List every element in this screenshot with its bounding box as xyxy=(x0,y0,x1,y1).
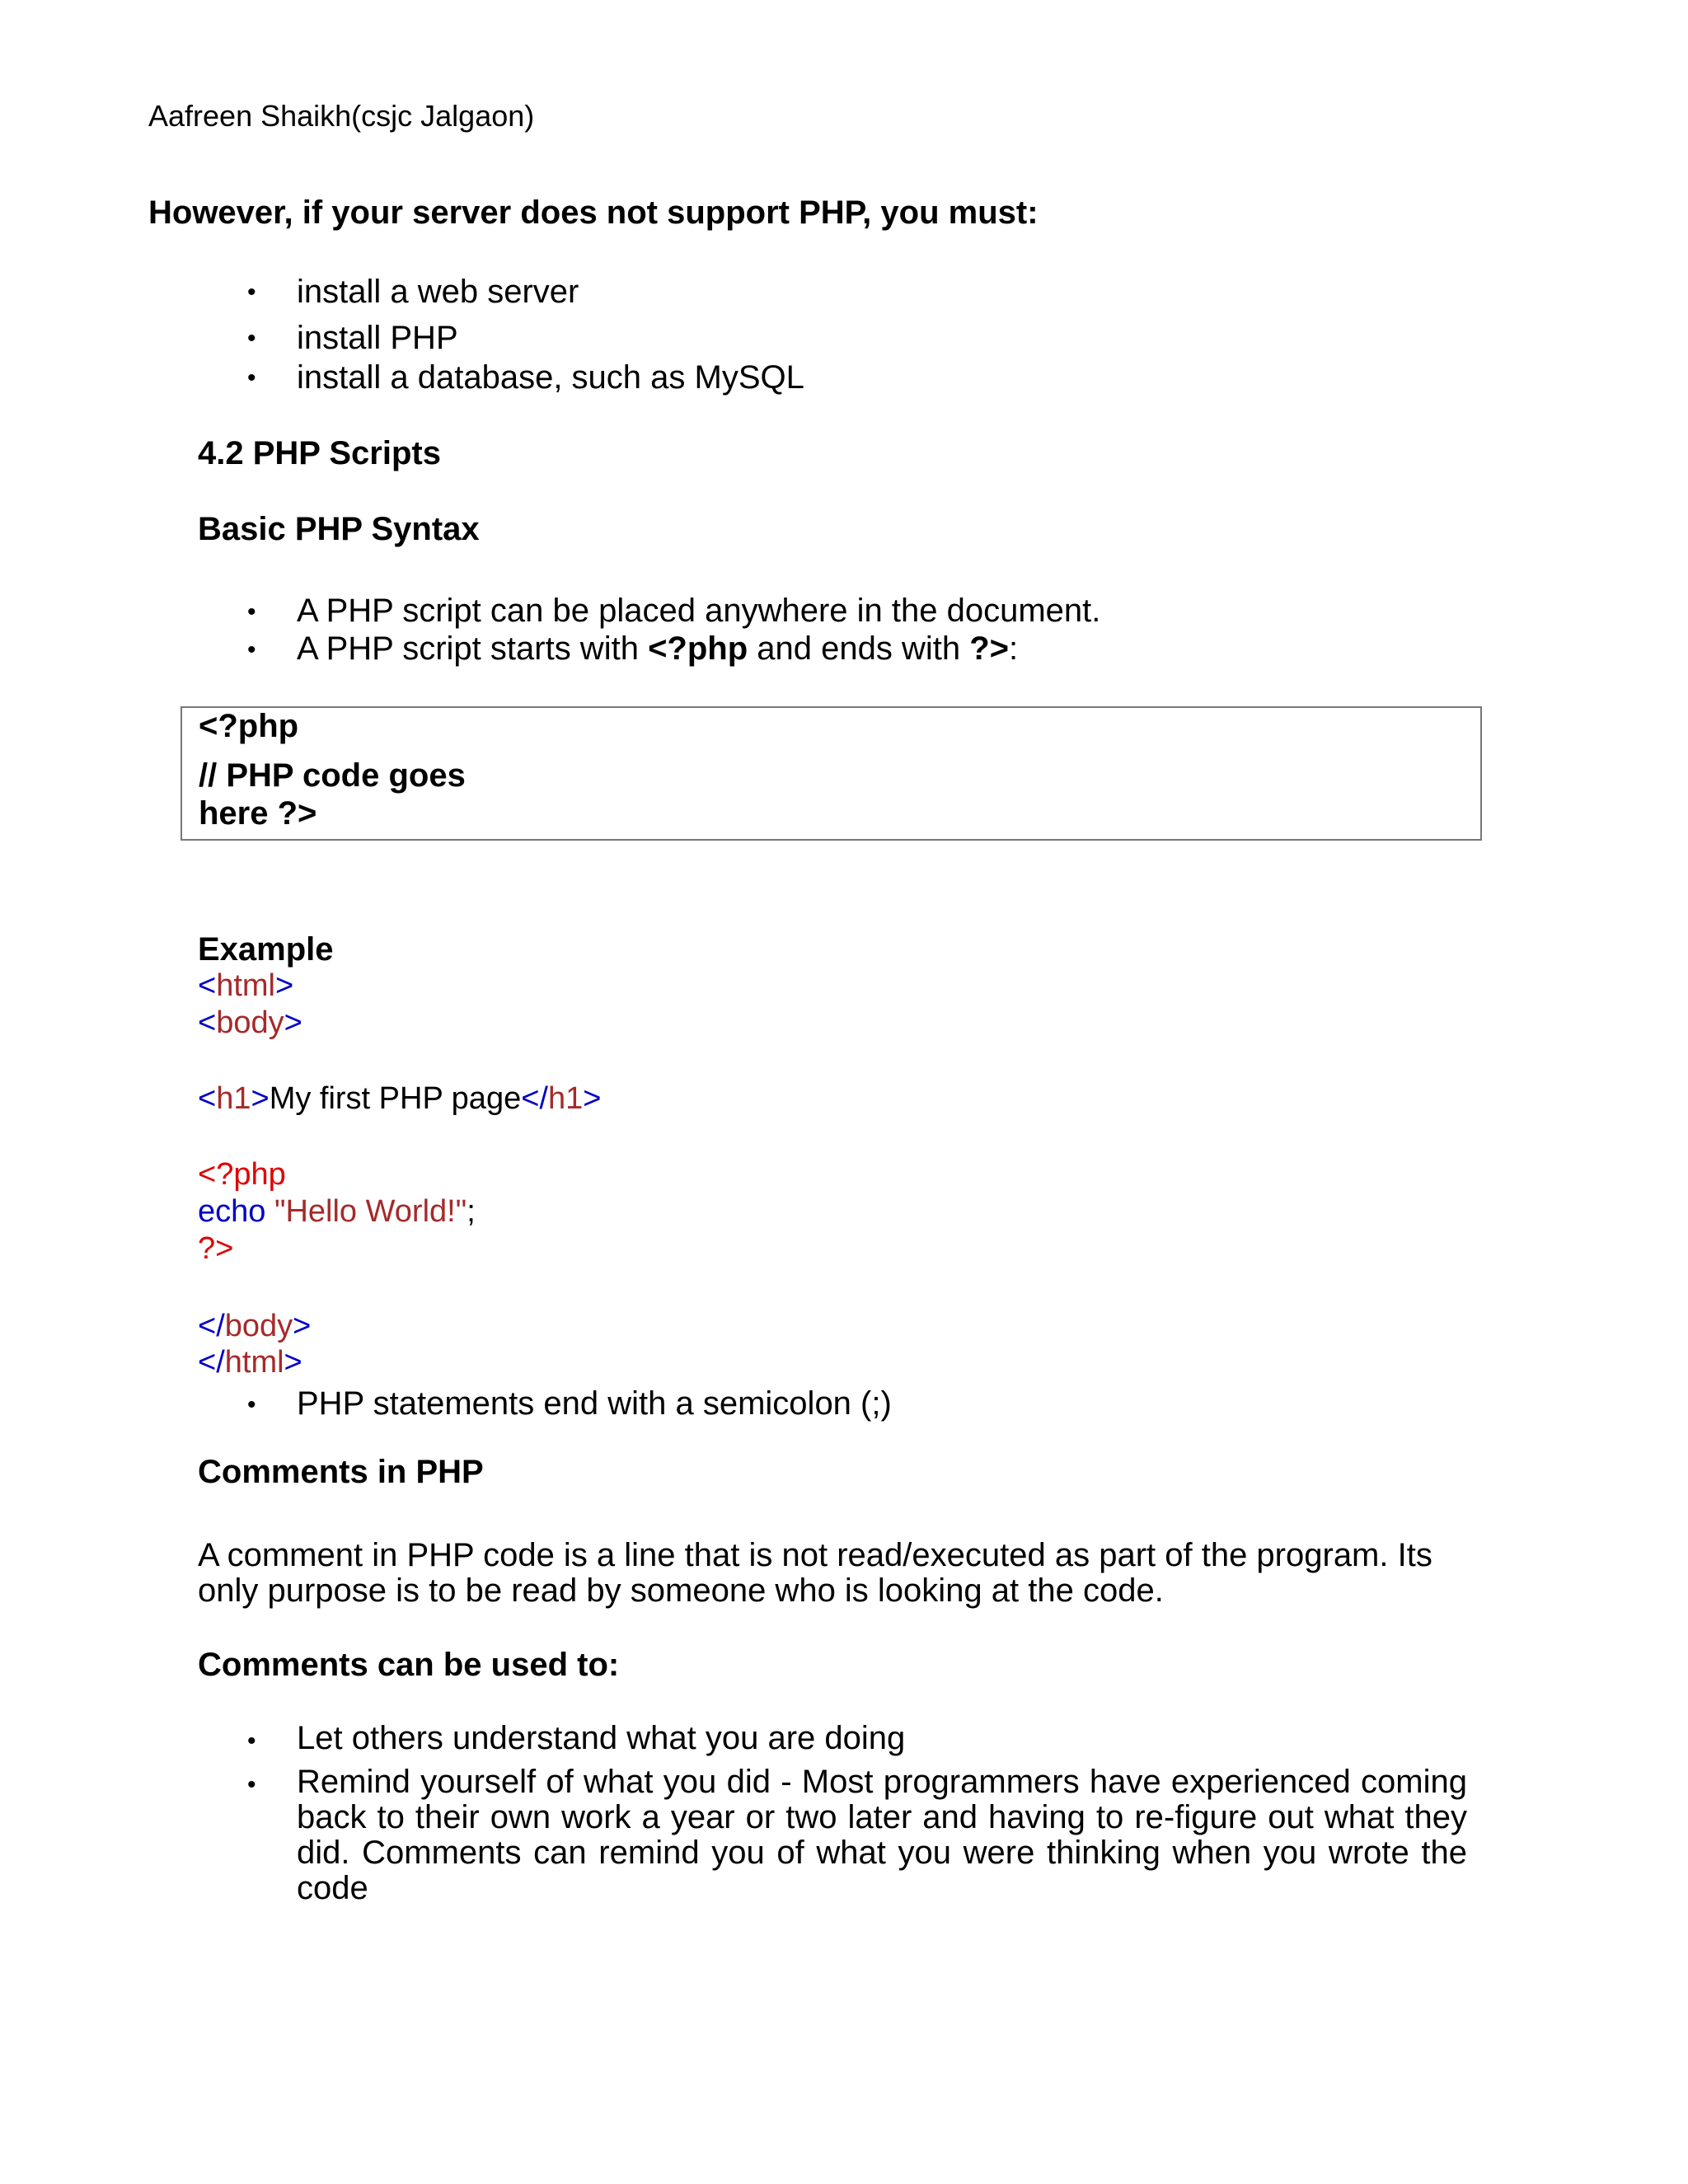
page-header: Aafreen Shaikh(csjc Jalgaon) xyxy=(148,99,535,133)
code-token: </ xyxy=(521,1081,548,1116)
code-line xyxy=(198,1005,302,1041)
comments-heading: Comments in PHP xyxy=(198,1454,484,1490)
code-line xyxy=(198,1194,476,1230)
uses-list xyxy=(247,1721,1467,1906)
code-token: </ xyxy=(198,1345,225,1380)
code-line xyxy=(198,1309,311,1344)
code-line: ?> xyxy=(198,1231,234,1266)
code-line: here ?> xyxy=(199,795,317,832)
text-segment: ?> xyxy=(969,630,1010,667)
code-box xyxy=(181,706,1482,841)
comments-paragraph: A comment in PHP code is a line that is not read/executed as part of the program. Its only purpose is to be read by someone who is looking at the code. xyxy=(198,1537,1432,1609)
text-segment: : xyxy=(1009,630,1019,667)
intro-heading: However, if your server does not support PHP, you must: xyxy=(148,194,1039,231)
code-line: // PHP code goes xyxy=(199,757,466,794)
example-title: Example xyxy=(198,931,334,968)
list-item: • install a web server xyxy=(247,272,804,312)
code-token: "Hello World!" xyxy=(274,1194,467,1229)
syntax-list xyxy=(247,592,1100,668)
code-token: > xyxy=(293,1309,312,1343)
section-title: 4.2 PHP Scripts xyxy=(198,435,441,471)
list-item xyxy=(247,630,1100,668)
code-token: > xyxy=(583,1081,602,1116)
code-token: My first PHP page xyxy=(269,1081,522,1116)
code-line: <?php xyxy=(199,708,299,744)
code-line: <?php xyxy=(198,1157,286,1192)
uses-heading: Comments can be used to: xyxy=(198,1647,620,1683)
list-item: • PHP statements end with a semicolon (;) xyxy=(247,1385,892,1422)
semicolon-list xyxy=(247,1385,892,1422)
code-token: < xyxy=(198,1081,217,1116)
code-line xyxy=(198,1345,302,1380)
code-token: echo xyxy=(198,1194,274,1229)
code-line xyxy=(198,968,293,1004)
text-segment: and ends with xyxy=(748,630,970,667)
code-token: html xyxy=(216,968,275,1003)
list-item: • install PHP xyxy=(247,318,804,358)
code-token: h1 xyxy=(547,1081,584,1116)
code-line xyxy=(198,1081,601,1117)
subsection-title: Basic PHP Syntax xyxy=(198,511,480,547)
text-segment: A PHP script starts with xyxy=(297,630,649,667)
install-list xyxy=(247,272,804,397)
text-segment: <?php xyxy=(648,630,748,667)
code-token: html xyxy=(224,1345,284,1380)
list-item: • A PHP script can be placed anywhere in the document. xyxy=(247,592,1100,630)
code-token: </ xyxy=(198,1309,225,1343)
code-token: > xyxy=(284,1005,302,1040)
code-token: < xyxy=(198,1005,217,1040)
code-token: h1 xyxy=(216,1081,251,1116)
list-item: • Let others understand what you are doing xyxy=(247,1721,1467,1756)
code-token: ; xyxy=(467,1194,476,1229)
code-token: body xyxy=(216,1005,284,1040)
code-token: body xyxy=(224,1309,293,1343)
code-token: > xyxy=(284,1345,302,1380)
code-token: > xyxy=(275,968,294,1003)
code-token: < xyxy=(198,968,217,1003)
list-item: • Remind yourself of what you did - Most programmers have experienced coming back to their own work a year or two later and having to re-figure out what they did. Comments can remind you of what you were thinking when you wrote the code xyxy=(247,1765,1467,1906)
list-item: • install a database, such as MySQL xyxy=(247,358,804,397)
code-token: > xyxy=(251,1081,270,1116)
